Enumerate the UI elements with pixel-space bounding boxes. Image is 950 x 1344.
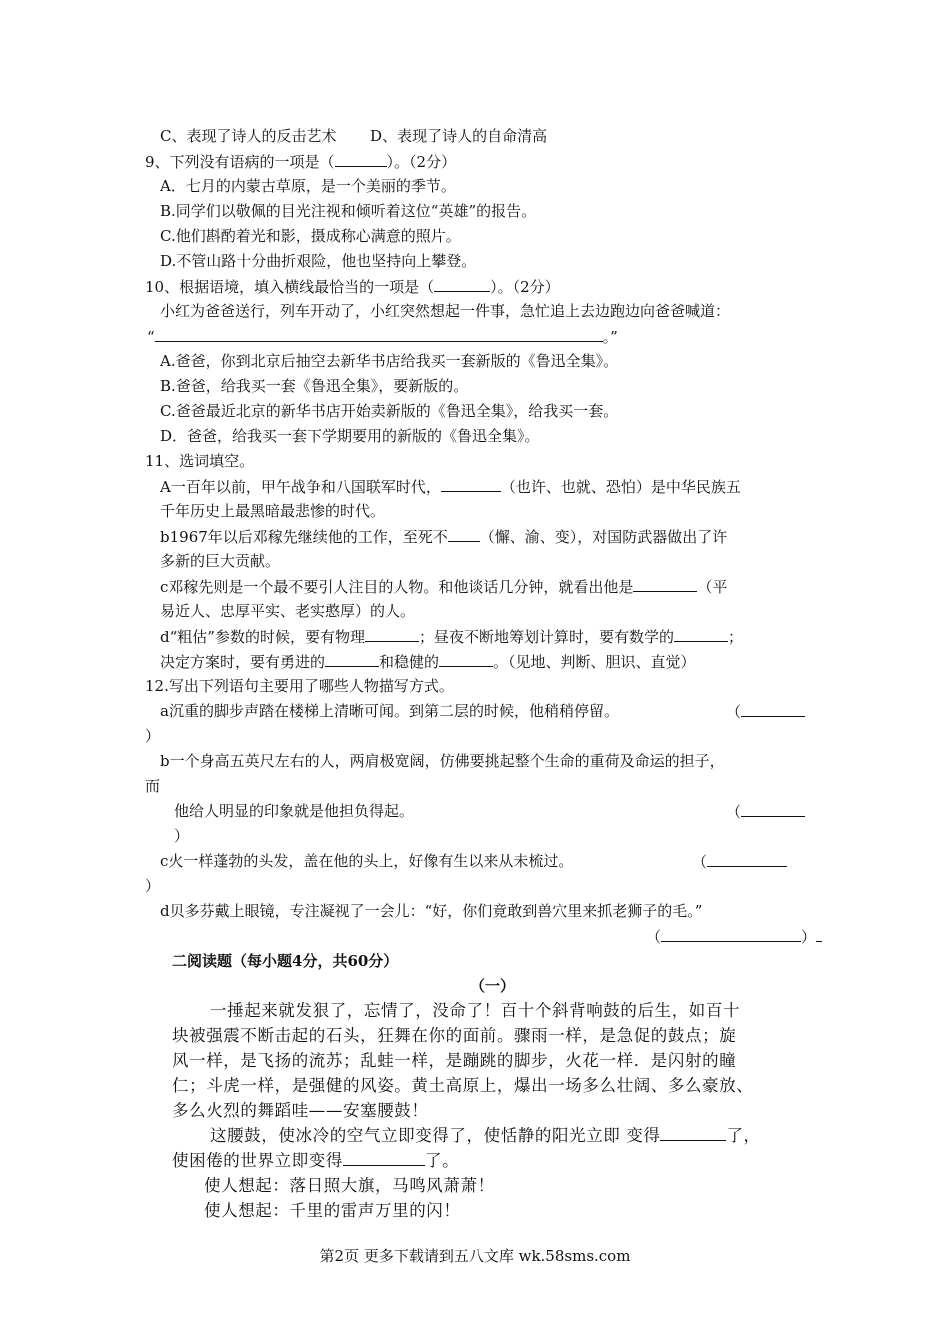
passage-p2-line1: 这腰鼓，使冰冷的空气立即变得了，使恬静的阳光立即 变得 了， — [210, 1126, 761, 1145]
section-two-title: 二阅读题（每小题4分，共60分） — [172, 952, 399, 970]
q12-b-close: ） — [174, 827, 190, 845]
q9-option-d: D.不管山路十分曲折艰险，他也坚持向上攀登。 — [160, 252, 477, 270]
q10-option-c: C.爸爸最近北京的新华书店开始卖新版的《鲁迅全集》，给我买一套。 — [160, 402, 619, 420]
q9-option-c: C.他们斟酌着光和影，摄成称心满意的照片。 — [160, 227, 461, 245]
q11-c-line1: c邓稼先则是一个最不要引人注目的人物。和他谈话几分钟，就看出他是 （平 — [160, 578, 728, 596]
q12-c-answer: （ — [692, 851, 787, 872]
q12-a-answer: （ — [726, 701, 805, 722]
q11-a-line1: A一百年以前，甲午战争和八国联军时代， （也许、也就、恐怕）是中华民族五 — [160, 478, 741, 496]
page-footer: 第2页 更多下载请到五八文库 wk.58sms.com — [319, 1247, 631, 1265]
q12-stem: 12.写出下列语句主要用了哪些人物描写方式。 — [145, 677, 454, 695]
passage-p1-line5: 多么火烈的舞蹈哇——安塞腰鼓！ — [172, 1101, 429, 1120]
passage-p1-line4: 仁；斗虎一样，是强健的风姿。黄土高原上，爆出一场多么壮阔、多么豪放、 — [172, 1076, 754, 1095]
passage-p1-line1: 一捶起来就发狠了，忘情了，没命了！百十个斜背响鼓的后生，如百十 — [210, 1001, 741, 1020]
q11-stem: 11、选词填空。 — [145, 452, 255, 470]
q12-a-text: a沉重的脚步声踏在楼梯上清晰可闻。到第二层的时候，他稍稍停留。 — [160, 702, 619, 720]
q12-b-text2: 而 — [145, 777, 161, 795]
q11-b-line2: 多新的巨大贡献。 — [160, 552, 281, 570]
q11-d-line1: d“粗估”参数的时候，要有物理 ；昼夜不断地筹划计算时，要有数学的 ； — [160, 628, 743, 646]
passage-p1-line3: 风一样，是飞扬的流苏；乱蛙一样，是蹦跳的脚步，火花一样．是闪射的瞳 — [172, 1051, 737, 1070]
q10-option-b: B.爸爸，给我买一套《鲁迅全集》，要新版的。 — [160, 377, 469, 395]
q12-c-text: c火一样蓬勃的头发，盖在他的头上，好像有生以来从未梳过。 — [160, 852, 574, 870]
q11-b-line1: b1967年以后邓稼先继续他的工作，至死不 （懈、渝、变），对国防武器做出了许 — [160, 528, 728, 546]
q12-c-close: ） — [145, 877, 161, 895]
q8-option-d: D、表现了诗人的自命清高 — [370, 127, 548, 145]
q10-option-d: D．爸爸，给我买一套下学期要用的新版的《鲁迅全集》。 — [160, 427, 540, 445]
q12-b-text1: b一个身高五英尺左右的人，两肩极宽阔，仿佛要挑起整个生命的重荷及命运的担子， — [160, 752, 725, 770]
q12-a-close: ） — [145, 727, 161, 745]
q12-b-answer: （ — [726, 801, 805, 822]
passage-p4: 使人想起：千里的雷声万里的闪！ — [204, 1201, 461, 1220]
q10-stem: 10、根据语境，填入横线最恰当的一项是（ ）。（2分） — [145, 278, 560, 296]
q12-d-text: d贝多芬戴上眼镜，专注凝视了一会儿：“好，你们竟敢到兽穴里来抓老狮子的毛。” — [160, 902, 703, 920]
q12-b-text3: 他给人明显的印象就是他担负得起。 — [174, 802, 415, 820]
q10-answer-line: “ 。” — [147, 328, 618, 346]
q11-a-line2: 千年历史上最黑暗最悲惨的时代。 — [160, 502, 386, 520]
passage-p1-line2: 块被强震不断击起的石头，狂舞在你的面前。骤雨一样，是急促的鼓点；旋 — [172, 1026, 737, 1045]
q8-options-cd — [160, 126, 547, 146]
q9-option-a: A．七月的内蒙古草原，是一个美丽的季节。 — [160, 177, 456, 195]
passage-p3: 使人想起：落日照大旗，马鸣风萧萧！ — [204, 1176, 495, 1195]
passage-p2-line2: 使困倦的世界立即变得 了。 — [172, 1151, 460, 1170]
q10-option-a: A.爸爸，你到北京后抽空去新华书店给我买一套新版的《鲁迅全集》。 — [160, 352, 619, 370]
passage-number: （一） — [470, 977, 516, 995]
q9-option-b: B.同学们以敬佩的目光注视和倾听着这位“英雄”的报告。 — [160, 202, 537, 220]
q11-d-line2: 决定方案时，要有勇进的 和稳健的 。（见地、判断、胆识、直觉） — [160, 653, 696, 671]
q8-option-c: C、表现了诗人的反击艺术 — [160, 127, 337, 145]
q12-d-answer: （ ） — [646, 926, 822, 947]
q10-context: 小红为爸爸送行，列车开动了，小红突然想起一件事，急忙追上去边跑边向爸爸喊道： — [160, 302, 731, 320]
q11-c-line2: 易近人、忠厚平实、老实憨厚）的人。 — [160, 602, 416, 620]
q9-stem: 9、下列没有语病的一项是（ ）。（2分） — [145, 153, 457, 171]
